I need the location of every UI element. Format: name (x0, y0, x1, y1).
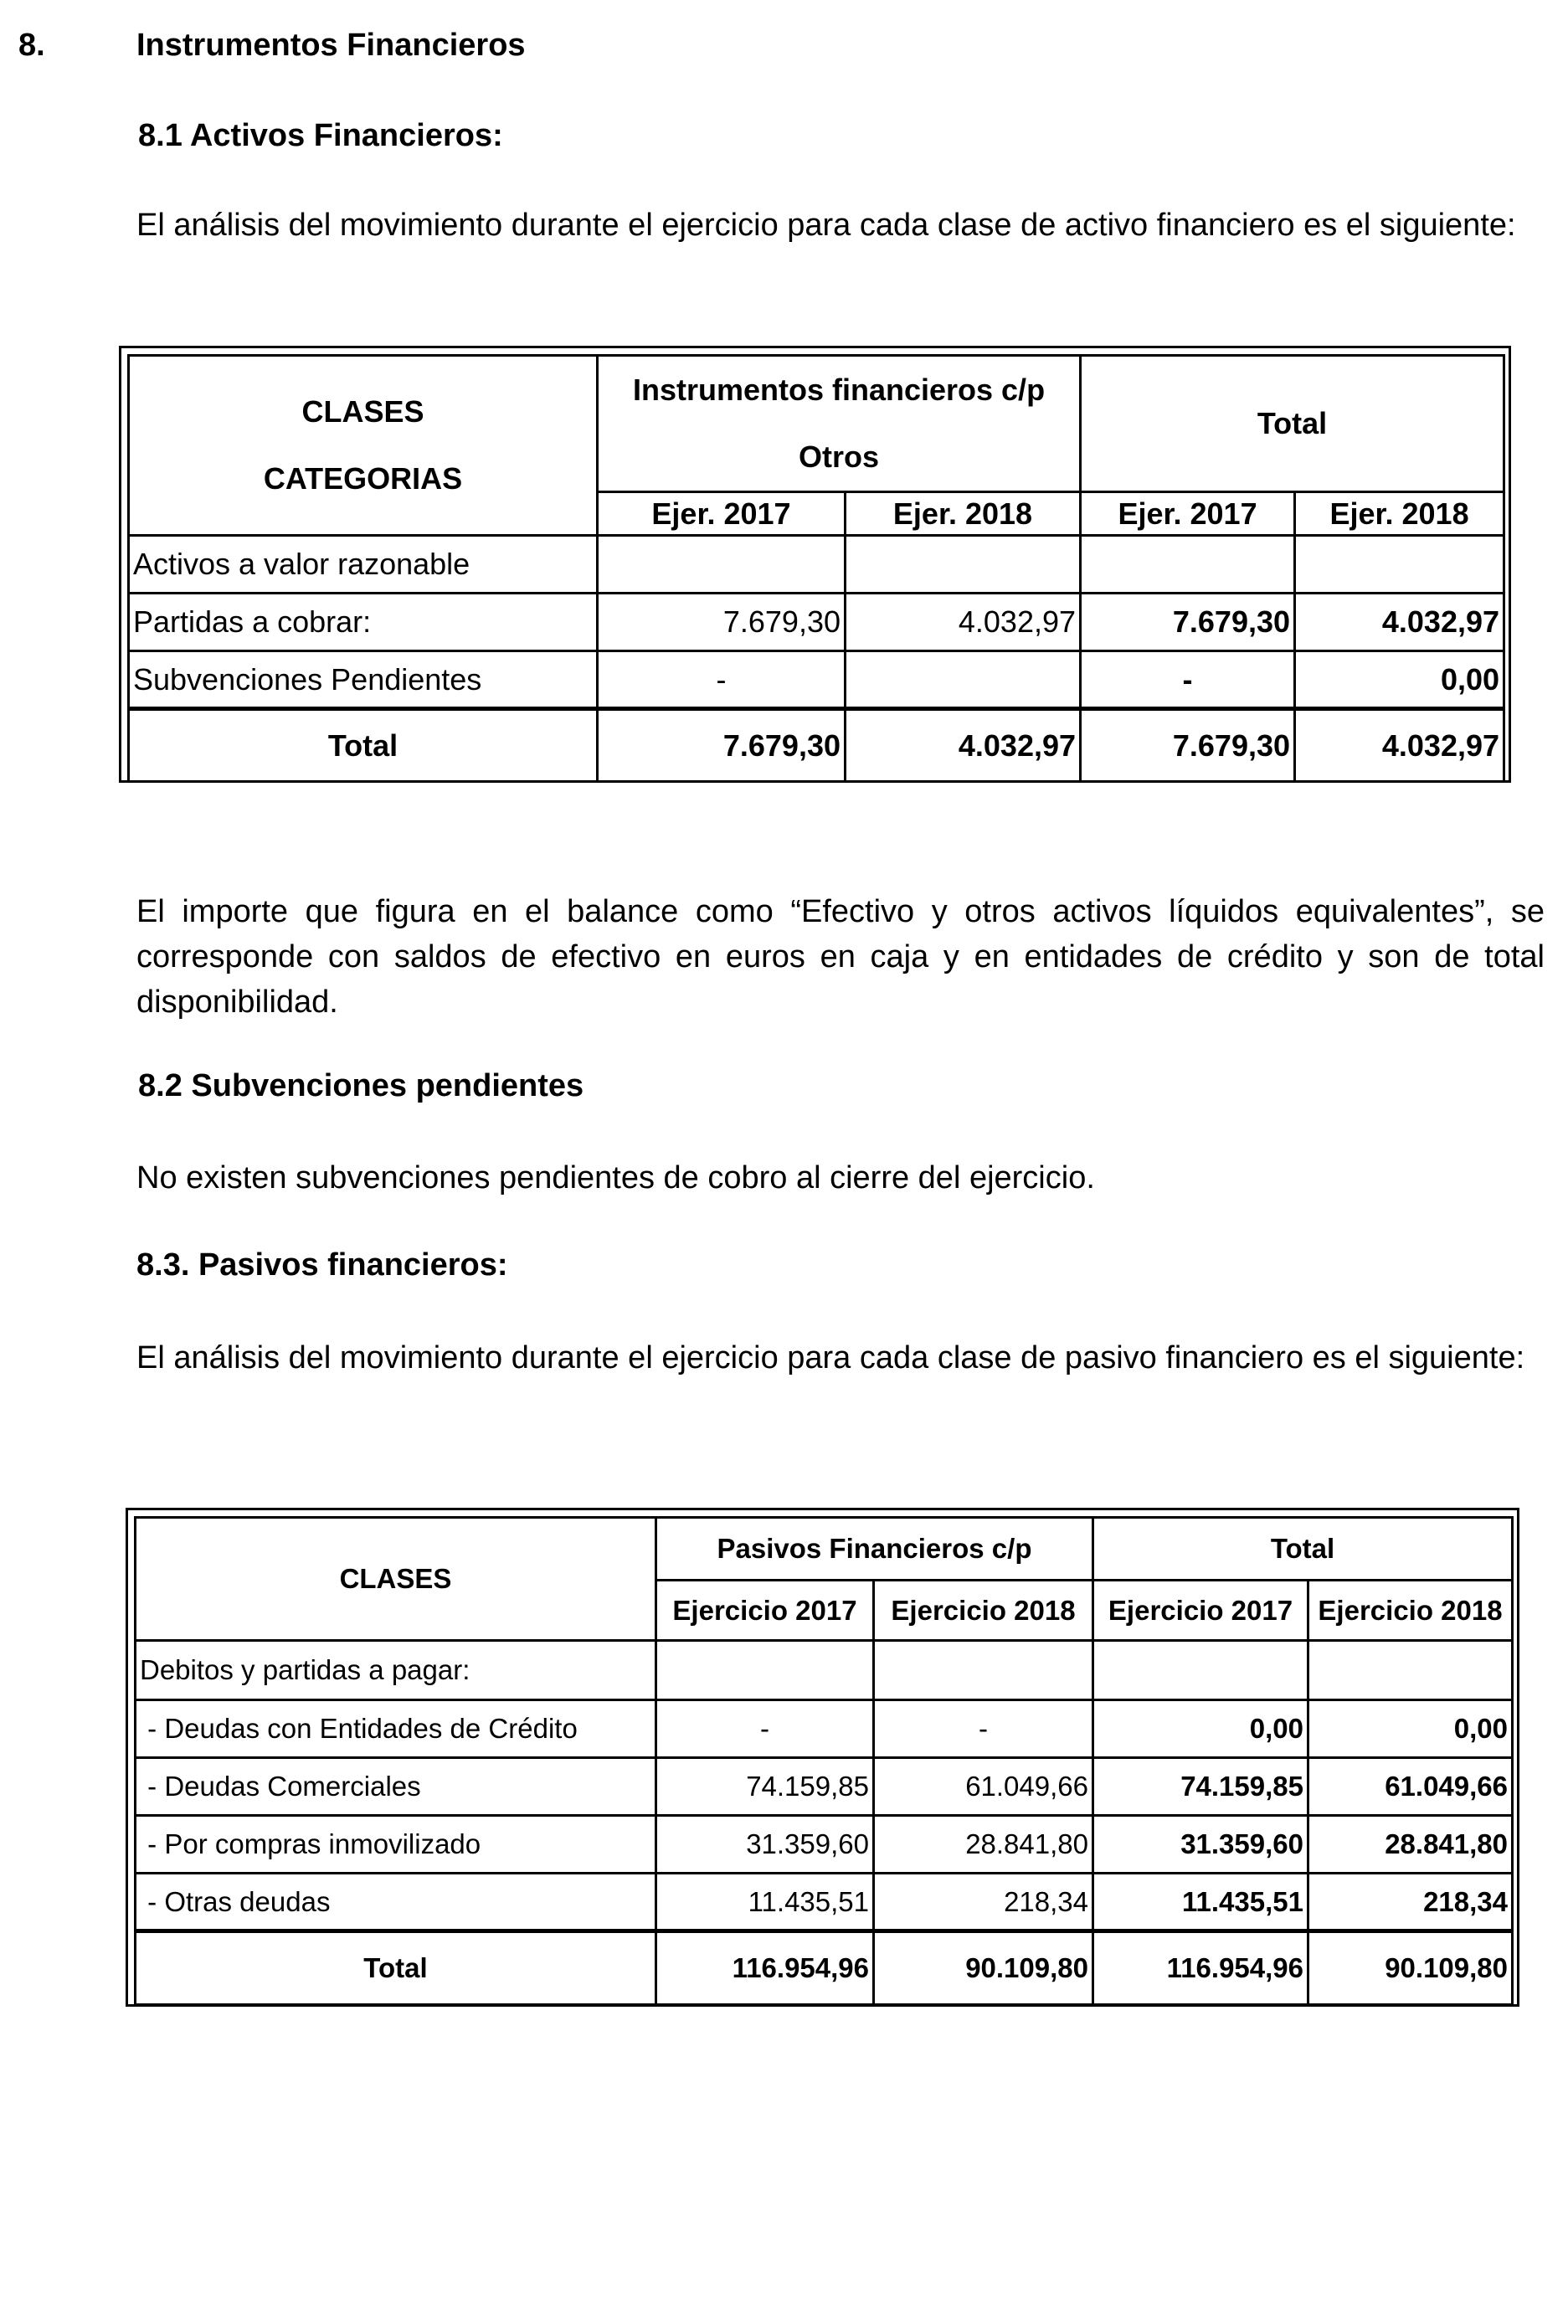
row-label: Partidas a cobrar: (129, 594, 598, 651)
header-total: Total (1093, 1518, 1513, 1581)
col-header: Ejercicio 2017 (656, 1581, 874, 1641)
section-number: 8. (18, 28, 45, 63)
header-clases: CLASES (136, 1518, 656, 1641)
cell (846, 651, 1081, 709)
cell: 11.435,51 (1093, 1874, 1308, 1931)
col-header: Ejercicio 2018 (874, 1581, 1093, 1641)
row-label: Subvenciones Pendientes (129, 651, 598, 709)
cell: - (656, 1700, 874, 1758)
total-row (129, 709, 1504, 782)
cell: 218,34 (874, 1874, 1093, 1931)
total-label: Total (129, 709, 598, 782)
cell: 4.032,97 (846, 594, 1081, 651)
header-categorias: CATEGORIAS (263, 461, 463, 496)
header-instrumentos (598, 356, 1081, 492)
table-row (129, 594, 1504, 651)
cell: 11.435,51 (656, 1874, 874, 1931)
table-row (136, 1874, 1513, 1931)
cell: - (874, 1700, 1093, 1758)
cell (874, 1641, 1093, 1700)
cell: 74.159,85 (656, 1758, 874, 1816)
cell: 4.032,97 (1295, 594, 1504, 651)
total-cell: 90.109,80 (874, 1931, 1093, 2005)
subsection-8-3-intro: El análisis del movimiento durante el ejercicio para cada clase de pasivo financiero es el siguiente: (136, 1340, 1525, 1375)
header-instrumentos-label: Instrumentos financieros c/p (632, 373, 1046, 407)
col-header: Ejer. 2018 (1295, 492, 1504, 536)
col-header: Ejer. 2018 (846, 492, 1081, 536)
cell: 31.359,60 (1093, 1816, 1308, 1874)
efectivo-paragraph: El importe que figura en el balance como “Efectivo y otros activos líquidos equivalentes”, se corresponde con saldos de efectivo en euros en caja y en entidades de crédito y son de total disponibilidad. (136, 894, 1545, 1020)
cell: 0,00 (1093, 1700, 1308, 1758)
cell (656, 1641, 874, 1700)
subsection-8-2-text: No existen subvenciones pendientes de cobro al cierre del ejercicio. (136, 1160, 1095, 1195)
table-row (136, 1700, 1513, 1758)
row-label: Activos a valor razonable (129, 536, 598, 594)
col-header: Ejer. 2017 (1081, 492, 1295, 536)
cell (1308, 1641, 1513, 1700)
row-label: - Por compras inmovilizado (136, 1816, 656, 1874)
cell: - (1081, 651, 1295, 709)
cell: 7.679,30 (1081, 594, 1295, 651)
row-label: - Otras deudas (136, 1874, 656, 1931)
total-cell: 116.954,96 (1093, 1931, 1308, 2005)
cell: 31.359,60 (656, 1816, 874, 1874)
table-row (136, 1641, 1513, 1700)
row-label: - Deudas Comerciales (136, 1758, 656, 1816)
total-cell: 4.032,97 (1295, 709, 1504, 782)
header-pasivos: Pasivos Financieros c/p (656, 1518, 1093, 1581)
subsection-8-2-title: 8.2 Subvenciones pendientes (138, 1068, 584, 1103)
total-cell: 90.109,80 (1308, 1931, 1513, 2005)
col-header: Ejercicio 2017 (1093, 1581, 1308, 1641)
cell: 61.049,66 (874, 1758, 1093, 1816)
cell: 0,00 (1308, 1700, 1513, 1758)
header-clases: CLASES (301, 394, 424, 429)
total-cell: 7.679,30 (598, 709, 846, 782)
total-label: Total (136, 1931, 656, 2005)
cell: 28.841,80 (874, 1816, 1093, 1874)
cell (1081, 536, 1295, 594)
cell (846, 536, 1081, 594)
table-row (136, 1816, 1513, 1874)
subsection-8-1-title: 8.1 Activos Financieros: (138, 118, 503, 153)
table-row (129, 536, 1504, 594)
cell (1295, 536, 1504, 594)
cell (1093, 1641, 1308, 1700)
cell: - (598, 651, 846, 709)
subsection-8-3-title: 8.3. Pasivos financieros: (136, 1247, 508, 1283)
total-cell: 7.679,30 (1081, 709, 1295, 782)
cell (598, 536, 846, 594)
table-row (136, 1758, 1513, 1816)
section-title: Instrumentos Financieros (136, 28, 526, 63)
header-total: Total (1081, 356, 1504, 492)
cell: 218,34 (1308, 1874, 1513, 1931)
header-clases-categorias (129, 356, 598, 536)
total-row (136, 1931, 1513, 2005)
cell: 28.841,80 (1308, 1816, 1513, 1874)
activos-financieros-table (119, 346, 1511, 783)
table-row (129, 651, 1504, 709)
cell: 7.679,30 (598, 594, 846, 651)
cell: 74.159,85 (1093, 1758, 1308, 1816)
row-label: Debitos y partidas a pagar: (136, 1641, 656, 1700)
cell: 0,00 (1295, 651, 1504, 709)
total-cell: 4.032,97 (846, 709, 1081, 782)
header-otros-label: Otros (799, 440, 880, 474)
total-cell: 116.954,96 (656, 1931, 874, 2005)
cell: 61.049,66 (1308, 1758, 1513, 1816)
col-header: Ejer. 2017 (598, 492, 846, 536)
col-header: Ejercicio 2018 (1308, 1581, 1513, 1641)
row-label: - Deudas con Entidades de Crédito (136, 1700, 656, 1758)
subsection-8-1-intro: El análisis del movimiento durante el ejercicio para cada clase de activo financiero es el siguiente: (136, 208, 1516, 243)
pasivos-financieros-table (126, 1508, 1519, 2007)
